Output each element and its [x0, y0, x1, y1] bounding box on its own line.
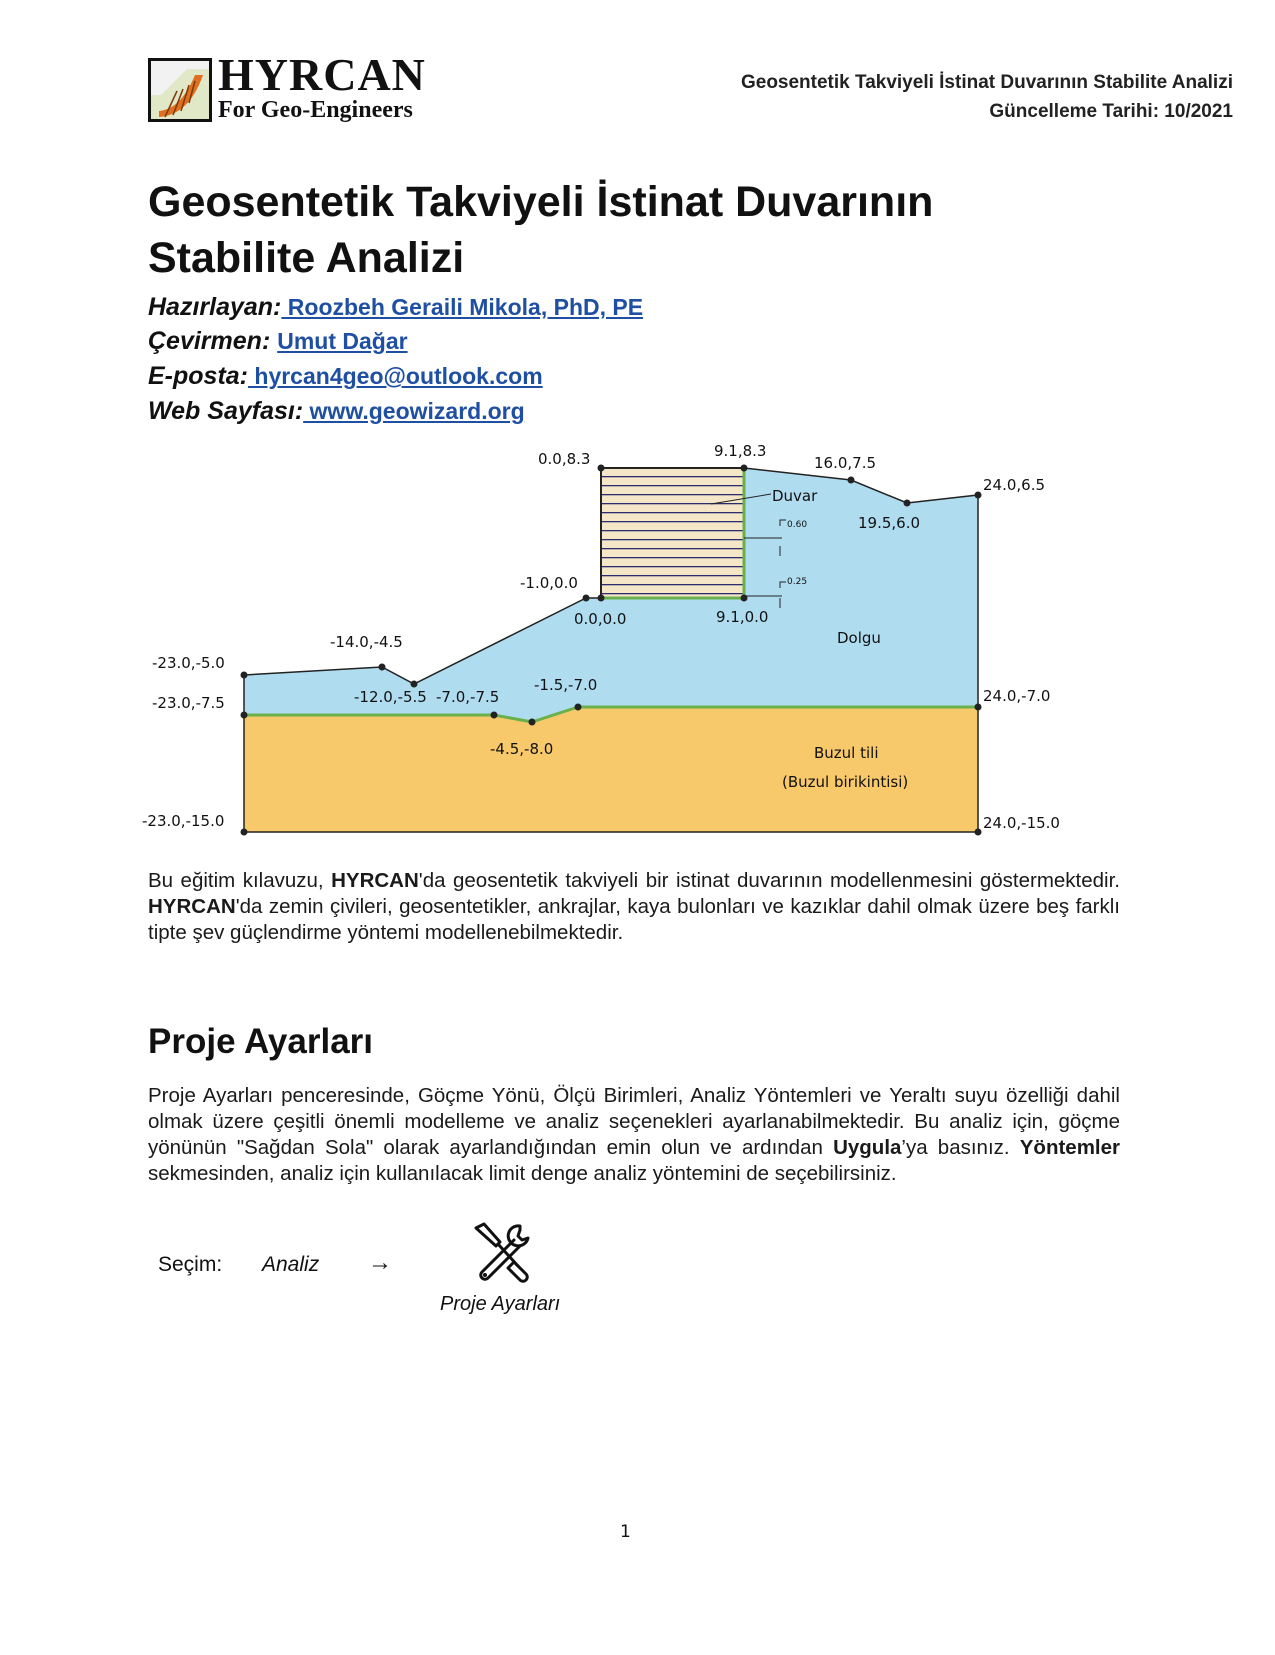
tool-caption: Proje Ayarları	[440, 1293, 561, 1315]
section-text: sekmesinden, analiz için kullanılacak limit denge analiz yöntemini de seçebilirsiniz.	[148, 1162, 897, 1185]
section-text: ’ya basınız.	[901, 1136, 1020, 1159]
coord-label: -1.5,-7.0	[534, 676, 598, 694]
running-header	[741, 68, 1233, 126]
web-link[interactable]: www.geowizard.org	[303, 398, 525, 424]
logo-subtitle: For Geo-Engineers	[218, 97, 413, 123]
selection-menu: Analiz	[262, 1253, 320, 1276]
slope-model-figure	[140, 442, 1100, 878]
coord-label: -23.0,-15.0	[142, 812, 225, 830]
coord-label: 16.0,7.5	[814, 454, 877, 472]
header-update-date: Güncelleme Tarihi: 10/2021	[989, 101, 1233, 122]
coord-label: 0.0,8.3	[538, 450, 591, 468]
web-row	[148, 394, 525, 428]
header-doc-name: Geosentetik Takviyeli İstinat Duvarının Stabilite Analizi	[740, 72, 1233, 93]
coord-label: -4.5,-8.0	[490, 740, 554, 758]
section-paragraph	[148, 1083, 1120, 1187]
section-text: Proje Ayarları penceresinde, Göçme Yönü, Ölçü Birimleri, Analiz Yöntemleri ve Yeraltı suyu özelliği dahil olmak üzere çeşitli önemli modelleme ve analiz seçenekleri ayarlanabilmektedir. Bu analiz için, göçme yönünün "Sağdan Sola" olarak ayarlandığından emin olun ve ardından	[148, 1084, 1120, 1159]
email-label: E-posta:	[148, 362, 248, 390]
author-link[interactable]: Roozbeh Geraili Mikola, PhD, PE	[281, 294, 644, 320]
coord-label: -12.0,-5.5	[354, 688, 427, 706]
logo-slope-icon	[148, 58, 212, 122]
logo-title: HYRCAN	[218, 49, 426, 100]
selection-label: Seçim:	[158, 1253, 223, 1276]
reinforced-wall	[601, 468, 744, 598]
coord-label: 0.0,0.0	[574, 610, 627, 628]
coord-label: 24.0,6.5	[983, 476, 1046, 494]
fill-label: Dolgu	[837, 629, 881, 647]
coord-label: 24.0,-15.0	[983, 814, 1060, 832]
coord-label: -23.0,-7.5	[152, 694, 225, 712]
intro-text: 'da zemin çivileri, geosentetikler, ankrajlar, kaya bulonları ve kazıklar dahil olmak üzere beş farklı tipte şev güçlendirme yöntemi modellenebilmektedir.	[148, 895, 1120, 944]
coord-label: 19.5,6.0	[858, 514, 921, 532]
selection-arrow: →	[368, 1249, 392, 1276]
email-row	[148, 359, 543, 393]
section-heading: Proje Ayarları	[148, 1022, 374, 1061]
coord-label: 9.1,0.0	[716, 608, 769, 626]
coord-label: -1.0,0.0	[520, 574, 578, 592]
intro-bold: HYRCAN	[331, 869, 419, 892]
translator-link[interactable]: Umut Dağar	[277, 328, 408, 354]
email-link[interactable]: hyrcan4geo@outlook.com	[248, 363, 543, 389]
section-bold: Yöntemler	[1019, 1136, 1120, 1159]
intro-text: Bu eğitim kılavuzu,	[148, 869, 332, 892]
intro-paragraph	[148, 868, 1120, 946]
coord-label: -14.0,-4.5	[330, 633, 403, 651]
document-title	[148, 174, 1128, 286]
till-label: Buzul tili	[814, 744, 879, 762]
wall-label: Duvar	[772, 487, 818, 505]
author-label: Hazırlayan:	[148, 293, 282, 321]
author-row	[148, 290, 643, 324]
translator-row	[148, 324, 408, 358]
coord-label: 9.1,8.3	[714, 442, 767, 460]
section-bold: Uygula	[833, 1136, 902, 1159]
translator-label: Çevirmen:	[148, 327, 271, 355]
intro-bold: HYRCAN	[148, 895, 236, 918]
coord-label: 24.0,-7.0	[983, 687, 1051, 705]
till-sub-label: (Buzul birikintisi)	[782, 773, 909, 791]
web-label: Web Sayfası:	[148, 397, 304, 425]
dim-label-060: 0.60	[787, 520, 808, 530]
intro-text: 'da geosentetik takviyeli bir istinat duvarının modellenmesini göstermektedir.	[418, 869, 1120, 892]
glacial-till-region	[244, 707, 978, 832]
coord-label: -23.0,-5.0	[152, 654, 225, 672]
title-line-1: Geosentetik Takviyeli İstinat Duvarının	[148, 178, 934, 226]
tools-icon[interactable]	[470, 1220, 534, 1284]
coord-label: -7.0,-7.5	[436, 688, 500, 706]
hyrcan-logo	[148, 49, 448, 128]
title-line-2: Stabilite Analizi	[148, 234, 465, 282]
page-number: 1	[620, 1522, 631, 1542]
dim-label-025: 0.25	[787, 577, 808, 587]
